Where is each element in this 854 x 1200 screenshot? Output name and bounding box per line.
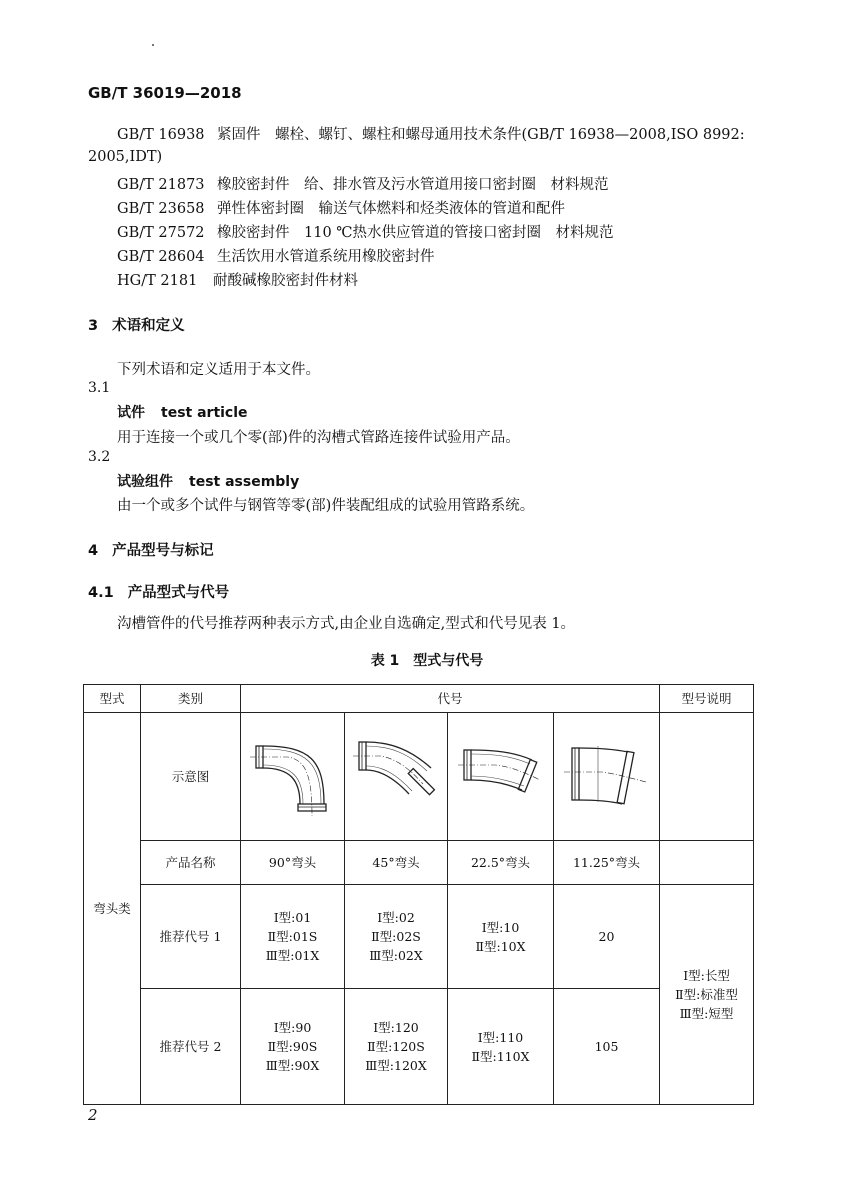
section-4-paragraph: 沟槽管件的代号推荐两种表示方式,由企业自选确定,型式和代号见表 1。 — [117, 616, 576, 632]
term-number: 3.2 — [88, 449, 111, 465]
reference-continuation: 2005,IDT) — [88, 149, 163, 165]
code-1-cell — [345, 885, 448, 989]
table-caption: 表 1 型式与代号 — [370, 653, 484, 669]
code-value: 105 — [594, 1039, 619, 1054]
reference-item — [117, 245, 435, 266]
subsection-4-1-heading — [88, 581, 229, 602]
section-3-heading — [88, 314, 185, 335]
reference-item — [117, 197, 565, 218]
elbow-90-icon — [248, 732, 338, 822]
schematic-11-25-elbow — [554, 713, 660, 841]
code-1-cell — [554, 885, 660, 989]
row-label-code-1: 推荐代号 1 — [141, 885, 241, 989]
schematic-90-elbow — [241, 713, 345, 841]
section-number: 3 — [88, 318, 99, 334]
page-number: 2 — [88, 1106, 98, 1124]
code-value: Ⅱ型:90S — [267, 1039, 318, 1054]
product-name: 45°弯头 — [345, 841, 448, 885]
term-english: test article — [161, 405, 248, 421]
code-2-cell — [345, 989, 448, 1105]
header-category: 类别 — [141, 685, 241, 713]
term-english: test assembly — [189, 474, 300, 490]
standard-header: GB/T 36019—2018 — [88, 84, 242, 102]
code-value: 20 — [598, 929, 615, 944]
code-value: Ⅱ型:10X — [475, 938, 526, 954]
reference-code: GB/T 23658 — [117, 201, 205, 217]
term-number: 3.1 — [88, 380, 111, 396]
header-type: 型式 — [84, 685, 141, 713]
section-title: 术语和定义 — [112, 318, 185, 334]
type-note: Ⅲ型:短型 — [679, 1006, 734, 1021]
reference-code: GB/T 16938 — [117, 127, 205, 143]
section-number: 4 — [88, 543, 99, 559]
reference-code: GB/T 28604 — [117, 249, 205, 265]
type-note: Ⅰ型:长型 — [683, 968, 730, 983]
type-note: Ⅱ型:标准型 — [675, 987, 738, 1002]
schematic-22-5-elbow — [448, 713, 554, 841]
code-value: Ⅲ型:120X — [365, 1058, 427, 1073]
code-value: Ⅱ型:02S — [371, 929, 421, 944]
code-value: Ⅰ型:90 — [273, 1020, 312, 1035]
row-label-code-2: 推荐代号 2 — [141, 989, 241, 1105]
reference-title: 橡胶密封件 110 ℃热水供应管道的管接口密封圈 材料规范 — [217, 225, 614, 241]
code-value: Ⅲ型:02X — [369, 948, 423, 963]
code-value: Ⅲ型:90X — [265, 1058, 320, 1073]
code-value: Ⅱ型:120S — [367, 1039, 425, 1054]
reference-code: HG/T 2181 — [117, 273, 198, 289]
code-1-cell — [241, 885, 345, 989]
elbow-22-5-icon — [456, 732, 546, 822]
code-2-cell — [554, 989, 660, 1105]
code-value: Ⅱ型:110X — [471, 1048, 530, 1064]
term-definition: 由一个或多个试件与钢管等零(部)件装配组成的试验用管路系统。 — [117, 498, 535, 514]
section-title: 产品型号与标记 — [112, 543, 214, 559]
type-note-cell — [660, 885, 754, 1105]
reference-code: GB/T 27572 — [117, 225, 205, 241]
section-title: 产品型式与代号 — [127, 585, 230, 601]
code-2-cell — [448, 989, 554, 1105]
section-4-heading — [88, 539, 214, 560]
speck — [152, 44, 154, 46]
code-2-cell — [241, 989, 345, 1105]
header-code: 代号 — [241, 685, 660, 713]
reference-title: 橡胶密封件 给、排水管及污水管道用接口密封圈 材料规范 — [217, 177, 609, 193]
code-value: Ⅰ型:10 — [481, 919, 520, 935]
reference-title: 生活饮用水管道系统用橡胶密封件 — [217, 249, 435, 265]
term-chinese: 试件 — [117, 405, 145, 421]
product-name: 22.5°弯头 — [448, 841, 554, 885]
type-code-table — [83, 684, 754, 1105]
term-heading — [117, 402, 248, 422]
code-value: Ⅱ型:01S — [267, 929, 318, 944]
term-definition: 用于连接一个或几个零(部)件的沟槽式管路连接件试验用产品。 — [117, 430, 520, 446]
code-value: Ⅰ型:02 — [377, 910, 415, 925]
product-name: 90°弯头 — [241, 841, 345, 885]
note-empty-cell — [660, 841, 754, 885]
term-heading — [117, 471, 299, 491]
code-value: Ⅰ型:110 — [477, 1029, 524, 1045]
reference-title: 弹性体密封圈 输送气体燃料和烃类液体的管道和配件 — [217, 201, 565, 217]
code-value: Ⅰ型:120 — [373, 1020, 419, 1035]
product-name: 11.25°弯头 — [554, 841, 660, 885]
code-value: Ⅲ型:01X — [265, 948, 320, 963]
section-3-intro: 下列术语和定义适用于本文件。 — [117, 362, 320, 378]
reference-title: 紧固件 螺栓、螺钉、螺柱和螺母通用技术条件(GB/T 16938—2008,ISO 8992: — [217, 127, 745, 143]
code-1-cell — [448, 885, 554, 989]
reference-item — [117, 173, 609, 194]
row-label-schematic: 示意图 — [141, 713, 241, 841]
elbow-45-icon — [351, 732, 441, 822]
section-number: 4.1 — [88, 585, 114, 601]
type-cell: 弯头类 — [84, 713, 141, 1105]
term-chinese: 试验组件 — [117, 474, 173, 490]
reference-item — [117, 269, 358, 290]
header-note: 型号说明 — [660, 685, 754, 713]
reference-item — [117, 221, 614, 242]
row-label-product-name: 产品名称 — [141, 841, 241, 885]
reference-title: 耐酸碱橡胶密封件材料 — [213, 273, 358, 289]
note-empty-cell — [660, 713, 754, 841]
reference-item — [117, 123, 745, 144]
elbow-11-25-icon — [562, 732, 652, 822]
code-value: Ⅰ型:01 — [273, 910, 312, 925]
reference-code: GB/T 21873 — [117, 177, 205, 193]
schematic-45-elbow — [345, 713, 448, 841]
